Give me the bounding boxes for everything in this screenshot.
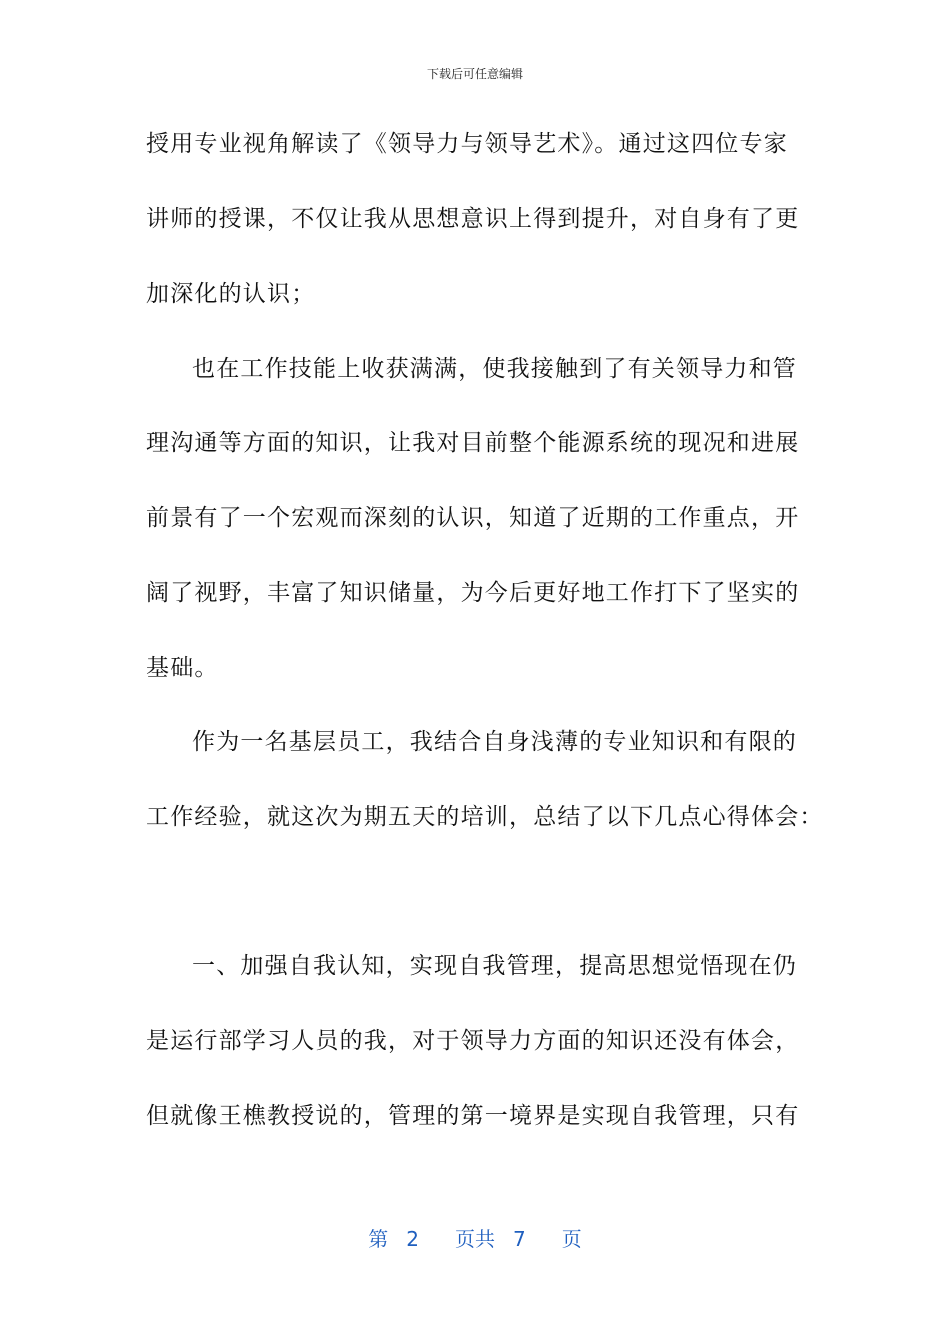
body-line-3: 加深化的认识； <box>146 281 316 307</box>
body-line-7: 阔了视野，丰富了知识储量，为今后更好地工作打下了坚实的 <box>146 580 800 606</box>
footer-total-pages: 7 <box>513 1227 526 1251</box>
body-line-4: 也在工作技能上收获满满，使我接触到了有关领导力和管 <box>192 356 797 382</box>
footer-prefix: 第 <box>368 1227 389 1251</box>
body-line-2: 讲师的授课，不仅让我从思想意识上得到提升，对自身有了更 <box>146 206 800 232</box>
footer-middle: 页共 <box>455 1227 495 1251</box>
body-line-12: 是运行部学习人员的我，对于领导力方面的知识还没有体会， <box>146 1028 800 1054</box>
body-line-9: 作为一名基层员工，我结合自身浅薄的专业知识和有限的 <box>192 729 797 755</box>
body-line-8: 基础。 <box>146 655 219 681</box>
body-line-5: 理沟通等方面的知识，让我对目前整个能源系统的现况和进展 <box>146 430 800 456</box>
footer-suffix: 页 <box>561 1227 582 1251</box>
body-line-1: 授用专业视角解读了《领导力与领导艺术》。通过这四位专家 <box>146 131 788 157</box>
footer-current-page: 2 <box>406 1227 419 1251</box>
body-line-10: 工作经验，就这次为期五天的培训，总结了以下几点心得体会： <box>146 804 824 830</box>
page-footer <box>0 1226 950 1252</box>
body-line-6: 前景有了一个宏观而深刻的认识，知道了近期的工作重点，开 <box>146 505 800 531</box>
page-header: 下载后可任意编辑 <box>426 67 523 81</box>
body-line-13: 但就像王樵教授说的，管理的第一境界是实现自我管理，只有 <box>146 1103 800 1129</box>
body-line-11: 一、加强自我认知，实现自我管理，提高思想觉悟现在仍 <box>192 953 797 979</box>
